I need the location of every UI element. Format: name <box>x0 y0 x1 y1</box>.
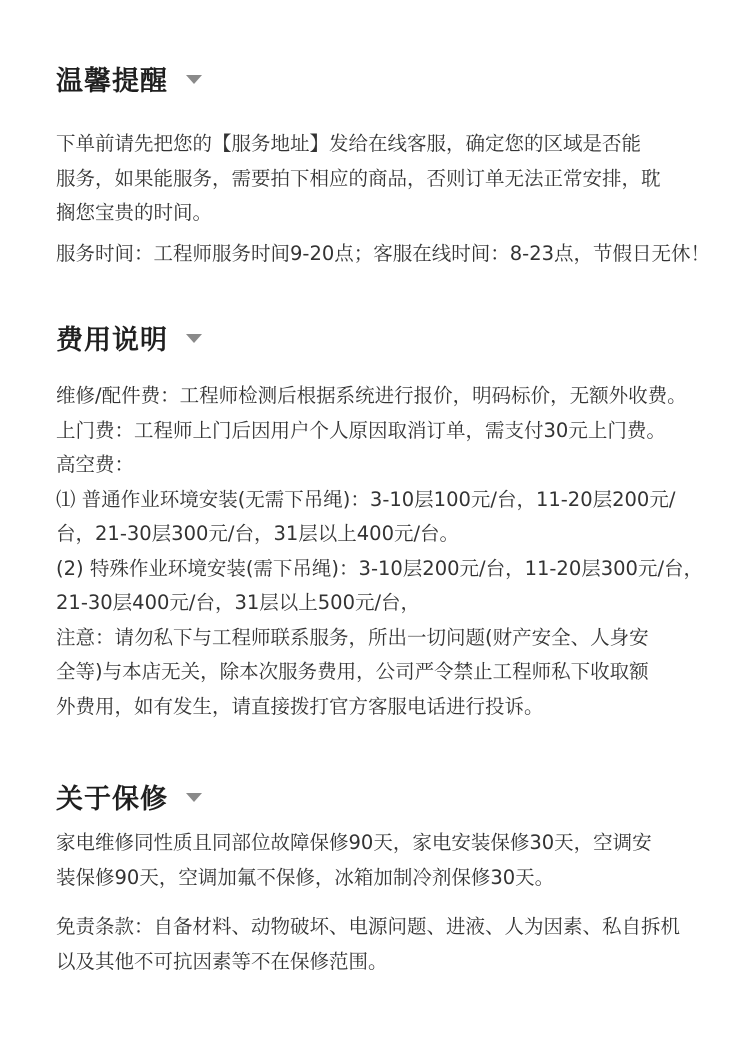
paragraph-service-hours <box>56 237 736 272</box>
text-line: 高空费： <box>56 453 135 476</box>
text-line: 全等)与本店无关，除本次服务费用，公司严令禁止工程师私下收取额 <box>56 660 649 683</box>
section-header-fees[interactable] <box>56 317 736 357</box>
text-line: (2) 特殊作业环境安装(需下吊绳)：3-10层200元/台，11-20层300元/台， <box>56 556 704 580</box>
text-line: 免责条款：自备材料、动物破坏、电源问题、进液、人为因素、私自拆机 <box>56 915 681 938</box>
paragraph-warranty-terms <box>56 826 736 895</box>
text-line: 以及其他不可抗因素等不在保修范围。 <box>56 949 388 973</box>
section-title: 关于保修 <box>56 783 168 815</box>
chevron-down-icon[interactable] <box>186 793 202 802</box>
text-line: 装保修90天，空调加氟不保修，冰箱加制冷剂保修30天。 <box>56 865 555 889</box>
section-reminder <box>56 58 736 271</box>
text-line: 外费用，如有发生，请直接拨打官方客服电话进行投诉。 <box>56 694 544 718</box>
section-warranty <box>56 776 736 979</box>
text-line: 维修/配件费：工程师检测后根据系统进行报价，明码标价，无额外收费。 <box>56 384 687 407</box>
text-line: 服务时间：工程师服务时间9-20点；客服在线时间：8-23点，节假日无休！ <box>56 241 711 265</box>
chevron-down-icon[interactable] <box>186 334 202 343</box>
text-line: 家电维修同性质且同部位故障保修90天，家电安装保修30天，空调安 <box>56 831 652 854</box>
text-line: 台，21-30层300元/台，31层以上400元/台。 <box>56 522 460 545</box>
text-line: 下单前请先把您的【服务地址】发给在线客服，确定您的区域是否能 <box>56 132 642 155</box>
text-line: 服务，如果能服务，需要拍下相应的商品，否则订单无法正常安排，耽 <box>56 166 661 190</box>
chevron-down-icon[interactable] <box>186 75 202 84</box>
text-line: 搁您宝贵的时间。 <box>56 201 213 224</box>
paragraph-disclaimer <box>56 910 736 979</box>
section-fees <box>56 317 736 724</box>
text-line: 上门费：工程师上门后因用户个人原因取消订单，需支付30元上门费。 <box>56 418 666 442</box>
section-title: 费用说明 <box>56 324 168 356</box>
section-header-warranty[interactable] <box>56 776 736 816</box>
text-line: ⑴ 普通作业环境安装(无需下吊绳)：3-10层100元/台，11-20层200元/ <box>56 487 676 511</box>
section-header-reminder[interactable] <box>56 58 736 98</box>
text-line: 21-30层400元/台，31层以上500元/台， <box>56 591 421 614</box>
text-line: 注意：请勿私下与工程师联系服务，所出一切问题(财产安全、人身安 <box>56 625 649 649</box>
paragraph-order-notice <box>56 127 736 231</box>
section-title: 温馨提醒 <box>56 65 168 97</box>
paragraph-fee-details <box>56 379 736 724</box>
